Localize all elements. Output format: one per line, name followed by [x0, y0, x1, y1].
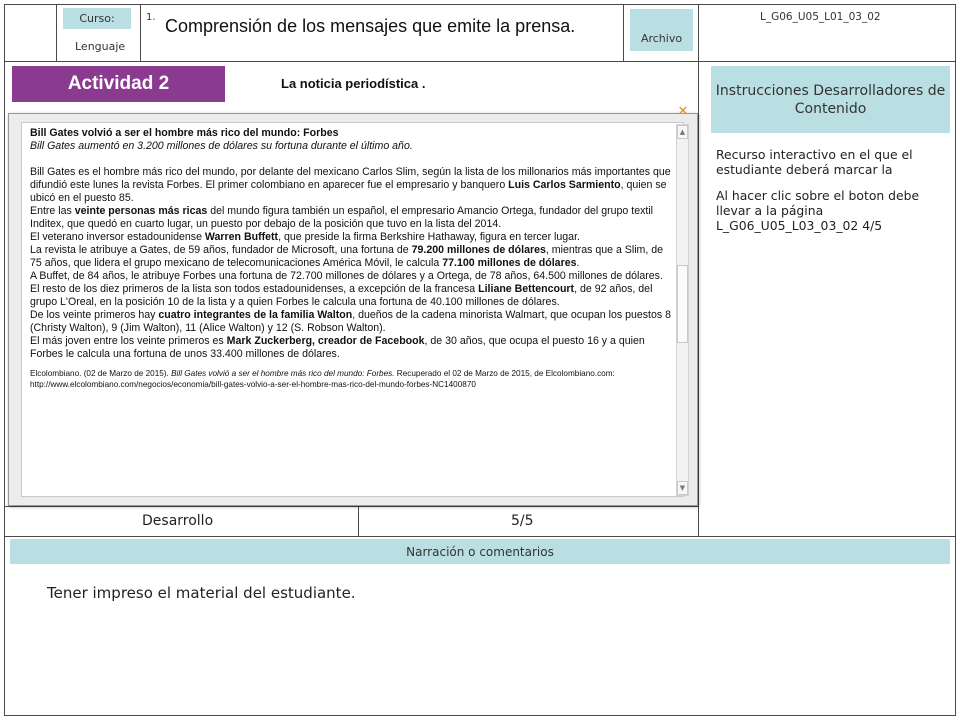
article-paragraph: El veterano inversor estadounidense Warren Buffett, que preside la firma Berkshire Hathaway, figura en tercer lugar. [30, 231, 580, 243]
content-col-divider [698, 61, 699, 536]
phase-label: Desarrollo [142, 513, 214, 529]
article-paragraph: El resto de los diez primeros de la lista son todos estadounidenses, a excepción de la francesa Liliane Bettencourt, de 92 años, del grupo L'Oreal, en la posición 10 de la lista y a quien Forbes le calcula una fortuna de 40.100 millones de dólares. [30, 283, 653, 308]
status-col-divider [358, 506, 359, 536]
activity-badge: Actividad 2 [12, 66, 225, 102]
header-col-3 [623, 4, 624, 61]
narration-note: Tener impreso el material del estudiante. [47, 584, 356, 602]
article-panel [21, 122, 684, 497]
border-top [4, 4, 956, 5]
scroll-up-icon[interactable]: ▲ [677, 125, 688, 139]
article-body [30, 127, 674, 390]
curso-label: Curso: [63, 8, 131, 29]
article-reference: Elcolombiano. (02 de Marzo de 2015). Bill Gates volvió a ser el hombre más rico del mundo: Forbes. Recuperado el 02 de Marzo de 2015, de Elcolombiano.com: http://www.elcolombiano.com/negocios/economia/bill-gates-volvio-a-ser-el-hombre-mas-rico-del-mundo-forbes-NC1400870 [30, 369, 615, 389]
article-paragraph: Bill Gates es el hombre más rico del mundo, por delante del mexicano Carlos Slim, según la lista de los millonarios más importantes que difundió este lunes la revista Forbes. El primer colombiano en aparecer fue el empresario y banquero Luis Carlos Sarmiento, quien se ubicó en el puesto 85. [30, 166, 671, 204]
scroll-down-icon[interactable]: ▼ [677, 481, 688, 495]
page-title: Comprensión de los mensajes que emite la prensa. [165, 16, 576, 36]
article-paragraph: De los veinte primeros hay cuatro integrantes de la familia Walton, dueños de la cadena minorista Walmart, que ocupan los puestos 8 (Christy Walton), 9 (Jim Walton), 11 (Alice Walton) y 12 (S. Robson Walton). [30, 309, 672, 334]
article-subheadline: Bill Gates aumentó en 3.200 millones de dólares su fortuna durante el último año. [30, 140, 413, 152]
scroll-thumb[interactable] [677, 265, 688, 343]
side-text-2: Al hacer clic sobre el boton debe llevar a la página L_G06_U05_L03_03_02 4/5 [716, 188, 920, 233]
article-paragraph: Entre las veinte personas más ricas del mundo figura también un español, el empresario Amancio Ortega, fundador del grupo textil Inditex, que quedó en cuarto lugar, un puesto por debajo de la posición que tuvo en la lista del 2014. [30, 205, 654, 230]
side-text-1: Recurso interactivo en el que el estudiante deberá marcar la [716, 147, 913, 177]
archivo-button[interactable]: Archivo [630, 9, 693, 51]
instructions-title: Instrucciones Desarrolladores de Contenido [711, 66, 950, 133]
page-counter: 5/5 [511, 513, 534, 529]
border-bottom [4, 715, 956, 716]
article-paragraph: La revista le atribuye a Gates, de 59 años, fundador de Microsoft, una fortuna de 79.200 millones de dólares, mientras que a Slim, de 75 años, que lidera el grupo mexicano de telecomunicaciones América Móvil, le calcula 77.100 millones de dólares. [30, 244, 664, 269]
article-paragraph: A Buffet, de 84 años, le atribuye Forbes una fortuna de 72.700 millones de dólares y a Ortega, de 78 años, 64.500 millones de dólares. [30, 270, 663, 282]
header-col-1 [56, 4, 57, 61]
article-popup [8, 113, 698, 506]
border-right [955, 4, 956, 716]
border-left [4, 4, 5, 716]
close-icon[interactable]: ✕ [677, 104, 689, 119]
narration-label: Narración o comentarios [10, 539, 950, 564]
activity-subtitle: La noticia periodística . [281, 76, 426, 91]
curso-value: Lenguaje [75, 40, 126, 53]
header-divider [4, 61, 956, 62]
article-scrollbar[interactable] [676, 124, 689, 496]
narration-top [4, 536, 956, 537]
status-top [4, 506, 699, 507]
article-headline: Bill Gates volvió a ser el hombre más rico del mundo: Forbes [30, 127, 339, 139]
header-col-2 [140, 4, 141, 61]
file-code: L_G06_U05_L01_03_02 [760, 11, 881, 23]
header-number: 1. [146, 12, 156, 23]
header-col-4 [698, 4, 699, 61]
article-paragraph: El más joven entre los veinte primeros es Mark Zuckerberg, creador de Facebook, de 30 años, que ocupa el puesto 16 y a quien Forbes le calcula una fortuna de unos 33.400 millones de dólares. [30, 335, 645, 360]
